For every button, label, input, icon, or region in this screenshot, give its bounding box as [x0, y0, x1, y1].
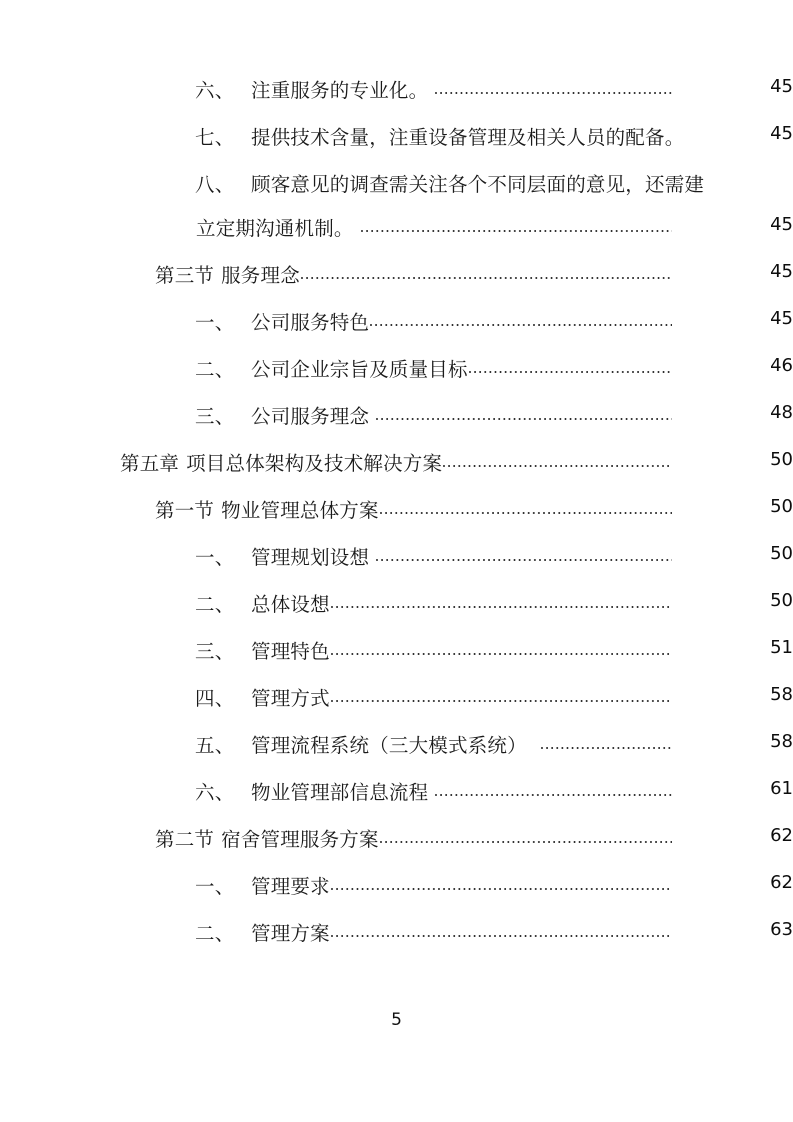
toc-dot-leader — [331, 639, 672, 658]
toc-entry-prefix: 七、 — [195, 126, 235, 149]
toc-entry[interactable] — [0, 263, 793, 310]
toc-entry-prefix: 二、 — [195, 593, 235, 616]
toc-page-number: 61 — [770, 778, 793, 799]
toc-entry[interactable] — [0, 921, 793, 968]
toc-entry-prefix: 第二节 — [155, 828, 215, 851]
toc-entry-title: 项目总体架构及技术解决方案 — [186, 452, 443, 475]
toc-entry-prefix: 六、 — [195, 79, 235, 102]
toc-entry-title: 公司企业宗旨及质量目标 — [251, 358, 468, 381]
toc-entry-title: 宿舍管理服务方案 — [221, 828, 379, 851]
toc-page-number: 46 — [770, 355, 793, 376]
toc-dot-leader — [301, 263, 672, 282]
toc-entry-prefix: 六、 — [195, 781, 235, 804]
toc-entry[interactable] — [0, 545, 793, 592]
toc-entry[interactable] — [0, 592, 793, 639]
toc-entry-prefix: 第三节 — [155, 264, 215, 287]
toc-dot-leader — [541, 733, 672, 752]
toc-entry-title: 管理方案 — [251, 922, 330, 945]
toc-entry-prefix: 五、 — [195, 734, 235, 757]
toc-entry[interactable] — [0, 498, 793, 545]
toc-page-number: 50 — [770, 590, 793, 611]
toc-dot-leader — [331, 592, 672, 611]
toc-entry[interactable] — [0, 310, 793, 357]
toc-entry-title: 物业管理部信息流程 — [251, 781, 429, 804]
toc-page-number: 63 — [770, 919, 793, 940]
footer-page-number: 5 — [391, 1010, 402, 1030]
table-of-contents — [0, 78, 793, 968]
toc-entry-title: 提供技术含量，注重设备管理及相关人员的配备。 — [251, 126, 685, 149]
toc-page-number: 51 — [770, 637, 793, 658]
toc-dot-leader — [380, 827, 672, 846]
toc-entry-title: 管理规划设想 — [251, 546, 370, 569]
toc-entry[interactable] — [0, 404, 793, 451]
toc-entry-title: 管理特色 — [251, 640, 330, 663]
toc-entry[interactable] — [0, 686, 793, 733]
toc-entry-prefix: 第一节 — [155, 499, 215, 522]
toc-page-number: 45 — [770, 76, 793, 97]
toc-entry-title: 顾客意见的调查需关注各个不同层面的意见，还需建 — [251, 173, 705, 196]
toc-dot-leader — [380, 498, 672, 517]
toc-entry[interactable] — [0, 125, 793, 172]
toc-page-number: 45 — [770, 123, 793, 144]
toc-entry-title: 注重服务的专业化。 — [251, 79, 429, 102]
toc-entry-prefix: 一、 — [195, 875, 235, 898]
toc-page-number: 50 — [770, 449, 793, 470]
toc-entry-title: 立定期沟通机制。 — [196, 217, 354, 240]
toc-entry-prefix: 二、 — [195, 358, 235, 381]
toc-entry[interactable] — [0, 172, 793, 263]
toc-entry-prefix: 一、 — [195, 546, 235, 569]
toc-entry-prefix: 一、 — [195, 311, 235, 334]
toc-entry[interactable] — [0, 874, 793, 921]
toc-dot-leader — [435, 780, 672, 799]
toc-entry[interactable] — [0, 733, 793, 780]
toc-dot-leader — [376, 404, 672, 423]
toc-dot-leader — [361, 216, 672, 235]
toc-page-number: 45 — [770, 214, 793, 235]
toc-page-number: 45 — [770, 261, 793, 282]
toc-page-number: 50 — [770, 496, 793, 517]
toc-entry[interactable] — [0, 780, 793, 827]
toc-entry[interactable] — [0, 827, 793, 874]
toc-entry[interactable] — [0, 639, 793, 686]
toc-page-number: 45 — [770, 308, 793, 329]
toc-dot-leader — [331, 874, 672, 893]
toc-entry-prefix: 第五章 — [120, 452, 180, 475]
toc-entry[interactable] — [0, 78, 793, 125]
toc-entry-title: 公司服务理念 — [251, 405, 370, 428]
toc-page-number: 62 — [770, 825, 793, 846]
toc-entry-title: 管理方式 — [251, 687, 330, 710]
toc-page-number: 48 — [770, 402, 793, 423]
toc-entry-title: 总体设想 — [251, 593, 330, 616]
toc-entry-title: 物业管理总体方案 — [221, 499, 379, 522]
toc-entry[interactable] — [0, 451, 793, 498]
toc-entry-prefix: 八、 — [195, 173, 235, 196]
toc-entry-title: 公司服务特色 — [251, 311, 370, 334]
toc-entry-prefix: 四、 — [195, 687, 235, 710]
toc-entry-title: 服务理念 — [221, 264, 300, 287]
toc-dot-leader — [376, 545, 672, 564]
toc-dot-leader — [435, 78, 672, 97]
toc-entry-prefix: 三、 — [195, 640, 235, 663]
toc-dot-leader — [469, 357, 672, 376]
toc-page-number: 58 — [770, 731, 793, 752]
toc-entry-title: 管理要求 — [251, 875, 330, 898]
toc-entry-prefix: 三、 — [195, 405, 235, 428]
toc-entry-prefix: 二、 — [195, 922, 235, 945]
toc-dot-leader — [331, 686, 672, 705]
toc-page-number: 50 — [770, 543, 793, 564]
toc-entry-title: 管理流程系统（三大模式系统） — [251, 734, 527, 757]
toc-dot-leader — [443, 451, 672, 470]
toc-page-number: 62 — [770, 872, 793, 893]
toc-dot-leader — [370, 310, 672, 329]
toc-entry[interactable] — [0, 357, 793, 404]
toc-page-number: 58 — [770, 684, 793, 705]
toc-dot-leader — [331, 921, 672, 940]
